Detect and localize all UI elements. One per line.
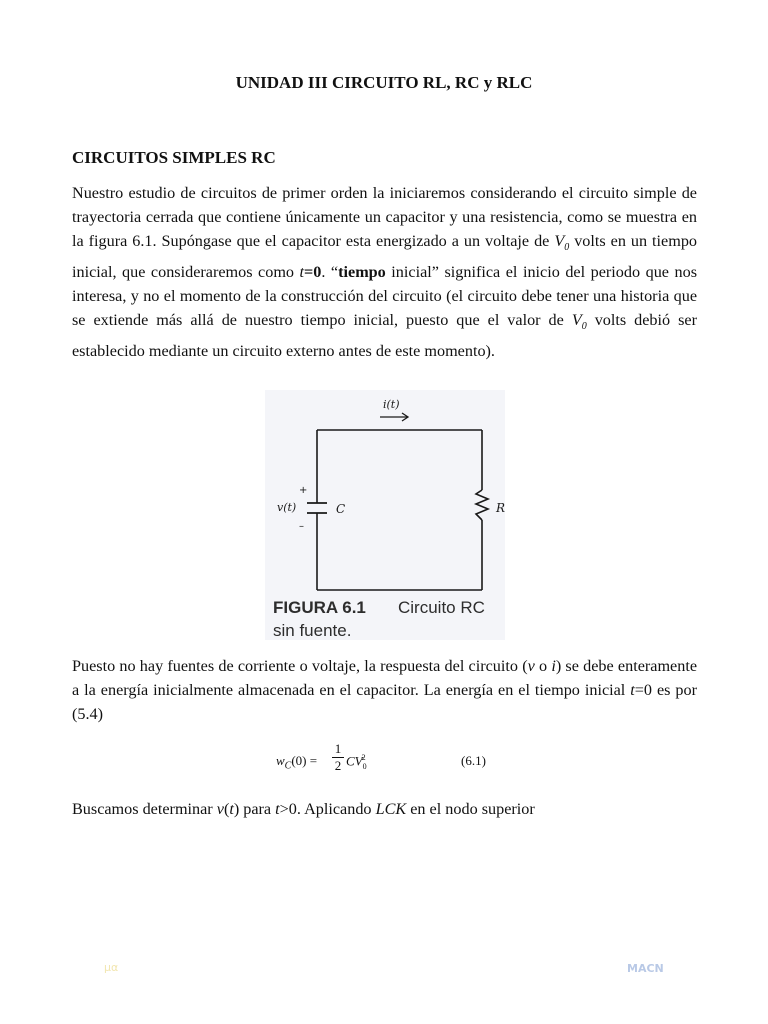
figure-caption-number: FIGURA 6.1 [273,598,366,617]
capacitor-label: C [336,502,346,516]
plus-label: + [299,485,308,496]
current-label: i(t) [383,398,400,411]
figure-caption-title: Circuito RC [398,598,485,617]
figure-rc-circuit [265,390,505,640]
equation-rhs: $CV_0^2$ [346,753,367,771]
section-heading: CIRCUITOS SIMPLES RC [72,148,276,167]
equation-6-1 [276,742,496,782]
paragraph-energy: Puesto no hay fuentes de corriente o voltaje, la respuesta del circuito (v o i) se debe enteramente a la energía inicialmente almacenada en el capacitor. La energía en el tiempo inicial t=0 es por (5.4) [72,657,698,723]
paragraph-lck: Buscamos determinar v(t) para t>0. Aplicando LCK en el nodo superior [72,800,535,818]
figure-caption-line2: sin fuente. [273,621,352,640]
document-title: UNIDAD III CIRCUITO RL, RC y RLC [235,73,533,92]
minus-label: – [299,521,304,532]
current-arrow-icon [380,413,408,421]
footer-left-mark: μα [104,961,119,974]
capacitor-symbol [307,503,327,513]
footer-right-mark: MACN [627,962,664,975]
voltage-label: v(t) [277,501,297,514]
equation-fraction: 1 2 [332,742,344,773]
resistor-symbol [476,490,488,520]
equation-number: (6.1) [461,753,486,768]
resistor-label: R [496,501,505,515]
equation-lhs: $w_C(0)$ = [276,753,318,772]
paragraph-intro: Nuestro estudio de circuitos de primer orden la iniciaremos considerando el circuito simple de trayectoria cerrada que contiene únicamente un capacitor y una resistencia, como se muestra en la figura 6.1. Supóngase que el capacitor esta energizado a un voltaje de $V_0$ volts en un tiempo inicial, que consideraremos como t=0. “tiempo inicial” significa el inicio del periodo que nos interesa, y no el momento de la construcción del circuito (el circuito debe tener una historia que se extiende más allá de nuestro tiempo inicial, puesto que el valor de $V_0$ volts debió ser establecido mediante un circuito externo antes de este momento). [72,184,698,361]
